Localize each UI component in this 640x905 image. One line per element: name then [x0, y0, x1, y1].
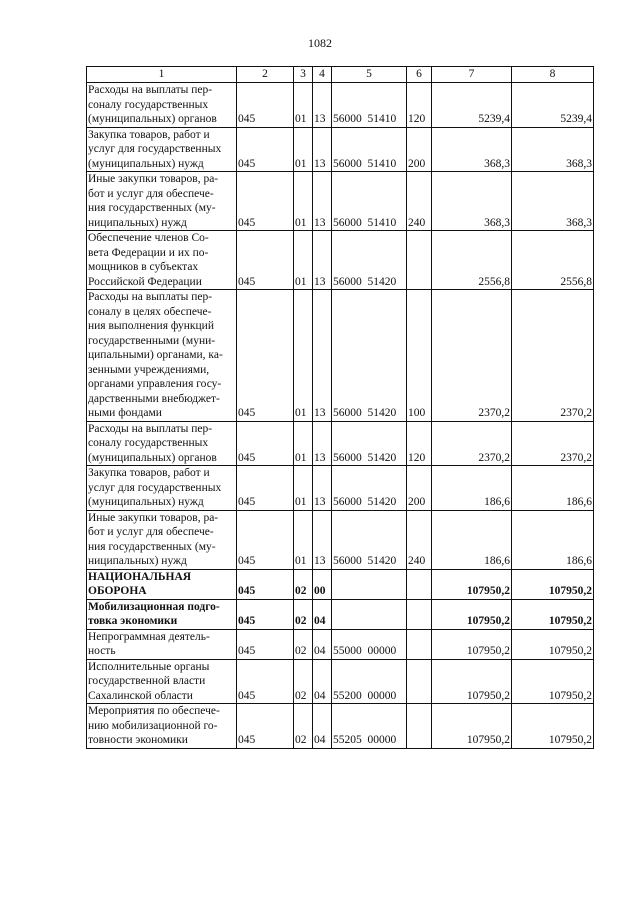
row-ministry-code-cell: 045	[237, 172, 294, 231]
row-amount-total-cell: 107950,2	[512, 659, 594, 704]
row-ministry-code-cell: 045	[237, 127, 294, 172]
row-subsection-cell: 13	[313, 466, 332, 511]
row-amount-total-cell: 368,3	[512, 127, 594, 172]
row-amount-total-cell: 2556,8	[512, 231, 594, 290]
row-expense-type-cell: 200	[407, 127, 432, 172]
header-col-8: 8	[512, 67, 594, 83]
row-section-cell: 02	[294, 569, 313, 599]
row-section-cell: 01	[294, 231, 313, 290]
row-name-cell: Расходы на выплаты пер- соналу государственных (муниципальных) органов	[87, 421, 237, 466]
row-amount-cell: 107950,2	[432, 704, 512, 749]
row-target-article-cell: 55000 00000	[332, 629, 407, 659]
row-amount-cell: 186,6	[432, 510, 512, 569]
table-row	[87, 629, 594, 659]
row-target-article-cell	[332, 599, 407, 629]
row-name-cell: Непрограммная деятель- ность	[87, 629, 237, 659]
table-row	[87, 290, 594, 422]
row-name-cell: Исполнительные органы государственной власти Сахалинской области	[87, 659, 237, 704]
header-col-7: 7	[432, 67, 512, 83]
row-amount-total-cell: 107950,2	[512, 704, 594, 749]
row-expense-type-cell	[407, 569, 432, 599]
row-amount-total-cell: 107950,2	[512, 629, 594, 659]
row-target-article-cell: 56000 51420	[332, 466, 407, 511]
row-expense-type-cell	[407, 231, 432, 290]
header-col-6: 6	[407, 67, 432, 83]
row-subsection-cell: 13	[313, 421, 332, 466]
row-name-cell: Иные закупки товаров, ра- бот и услуг для обеспече- ния государственных (му- ниципальных) нужд	[87, 510, 237, 569]
row-amount-cell: 368,3	[432, 172, 512, 231]
row-section-cell: 01	[294, 290, 313, 422]
row-amount-total-cell: 2370,2	[512, 421, 594, 466]
header-col-1: 1	[87, 67, 237, 83]
row-amount-cell: 107950,2	[432, 599, 512, 629]
row-ministry-code-cell: 045	[237, 704, 294, 749]
row-subsection-cell: 13	[313, 231, 332, 290]
table-row	[87, 659, 594, 704]
table-body	[87, 83, 594, 749]
row-expense-type-cell: 200	[407, 466, 432, 511]
table-row	[87, 510, 594, 569]
row-amount-total-cell: 107950,2	[512, 599, 594, 629]
row-amount-cell: 107950,2	[432, 629, 512, 659]
row-amount-cell: 368,3	[432, 127, 512, 172]
row-section-cell: 01	[294, 172, 313, 231]
row-target-article-cell: 56000 51410	[332, 83, 407, 128]
row-ministry-code-cell: 045	[237, 231, 294, 290]
row-expense-type-cell	[407, 704, 432, 749]
row-name-cell: Иные закупки товаров, ра- бот и услуг для обеспече- ния государственных (му- ниципальных) нужд	[87, 172, 237, 231]
row-subsection-cell: 13	[313, 510, 332, 569]
table-header-row	[87, 67, 594, 83]
table-row	[87, 599, 594, 629]
row-section-cell: 02	[294, 659, 313, 704]
row-subsection-cell: 04	[313, 659, 332, 704]
header-col-4: 4	[313, 67, 332, 83]
row-target-article-cell: 56000 51410	[332, 172, 407, 231]
row-target-article-cell: 56000 51410	[332, 127, 407, 172]
row-section-cell: 02	[294, 704, 313, 749]
row-target-article-cell: 55200 00000	[332, 659, 407, 704]
row-expense-type-cell: 120	[407, 421, 432, 466]
row-name-cell: Обеспечение членов Со- вета Федерации и их по- мощников в субъектах Российской Федерации	[87, 231, 237, 290]
row-name-cell: Закупка товаров, работ и услуг для государственных (муниципальных) нужд	[87, 127, 237, 172]
row-section-cell: 02	[294, 599, 313, 629]
row-subsection-cell: 13	[313, 83, 332, 128]
row-amount-cell: 2556,8	[432, 231, 512, 290]
row-amount-total-cell: 5239,4	[512, 83, 594, 128]
row-target-article-cell: 56000 51420	[332, 421, 407, 466]
row-target-article-cell: 56000 51420	[332, 290, 407, 422]
page-number: 1082	[308, 36, 332, 50]
row-name-cell: НАЦИОНАЛЬНАЯ ОБОРОНА	[87, 569, 237, 599]
row-amount-cell: 186,6	[432, 466, 512, 511]
row-expense-type-cell: 120	[407, 83, 432, 128]
header-col-5: 5	[332, 67, 407, 83]
row-name-cell: Мероприятия по обеспече- нию мобилизационной го- товности экономики	[87, 704, 237, 749]
row-amount-total-cell: 107950,2	[512, 569, 594, 599]
row-subsection-cell: 04	[313, 599, 332, 629]
row-ministry-code-cell: 045	[237, 83, 294, 128]
row-ministry-code-cell: 045	[237, 569, 294, 599]
row-subsection-cell: 00	[313, 569, 332, 599]
row-section-cell: 01	[294, 83, 313, 128]
row-expense-type-cell: 240	[407, 172, 432, 231]
row-amount-total-cell: 186,6	[512, 466, 594, 511]
row-expense-type-cell: 240	[407, 510, 432, 569]
row-name-cell: Расходы на выплаты пер- соналу в целях обеспече- ния выполнения функций государственными (муни- ципальными) органами, ка- зенными учреждениями, органами управления госу- дарственными внебюджет- ными фондами	[87, 290, 237, 422]
row-name-cell: Мобилизационная подго- товка экономики	[87, 599, 237, 629]
table-row	[87, 127, 594, 172]
row-expense-type-cell	[407, 659, 432, 704]
row-section-cell: 02	[294, 629, 313, 659]
table-row	[87, 231, 594, 290]
row-ministry-code-cell: 045	[237, 629, 294, 659]
table-row	[87, 569, 594, 599]
row-expense-type-cell	[407, 599, 432, 629]
row-amount-cell: 5239,4	[432, 83, 512, 128]
table-row	[87, 704, 594, 749]
row-target-article-cell: 55205 00000	[332, 704, 407, 749]
row-amount-cell: 107950,2	[432, 569, 512, 599]
table-row	[87, 421, 594, 466]
row-subsection-cell: 04	[313, 704, 332, 749]
row-subsection-cell: 13	[313, 172, 332, 231]
row-amount-total-cell: 186,6	[512, 510, 594, 569]
row-ministry-code-cell: 045	[237, 659, 294, 704]
row-amount-total-cell: 368,3	[512, 172, 594, 231]
row-name-cell: Расходы на выплаты пер- соналу государственных (муниципальных) органов	[87, 83, 237, 128]
row-ministry-code-cell: 045	[237, 421, 294, 466]
row-subsection-cell: 04	[313, 629, 332, 659]
row-subsection-cell: 13	[313, 127, 332, 172]
row-target-article-cell	[332, 569, 407, 599]
row-amount-cell: 2370,2	[432, 421, 512, 466]
row-ministry-code-cell: 045	[237, 599, 294, 629]
row-ministry-code-cell: 045	[237, 466, 294, 511]
row-amount-cell: 107950,2	[432, 659, 512, 704]
budget-table	[86, 66, 594, 749]
row-amount-cell: 2370,2	[432, 290, 512, 422]
row-subsection-cell: 13	[313, 290, 332, 422]
row-amount-total-cell: 2370,2	[512, 290, 594, 422]
row-target-article-cell: 56000 51420	[332, 231, 407, 290]
row-name-cell: Закупка товаров, работ и услуг для государственных (муниципальных) нужд	[87, 466, 237, 511]
row-ministry-code-cell: 045	[237, 290, 294, 422]
table-row	[87, 172, 594, 231]
row-section-cell: 01	[294, 466, 313, 511]
header-col-3: 3	[294, 67, 313, 83]
row-section-cell: 01	[294, 510, 313, 569]
header-col-2: 2	[237, 67, 294, 83]
row-ministry-code-cell: 045	[237, 510, 294, 569]
row-expense-type-cell	[407, 629, 432, 659]
row-expense-type-cell: 100	[407, 290, 432, 422]
row-target-article-cell: 56000 51420	[332, 510, 407, 569]
row-section-cell: 01	[294, 421, 313, 466]
table-row	[87, 83, 594, 128]
row-section-cell: 01	[294, 127, 313, 172]
table-row	[87, 466, 594, 511]
